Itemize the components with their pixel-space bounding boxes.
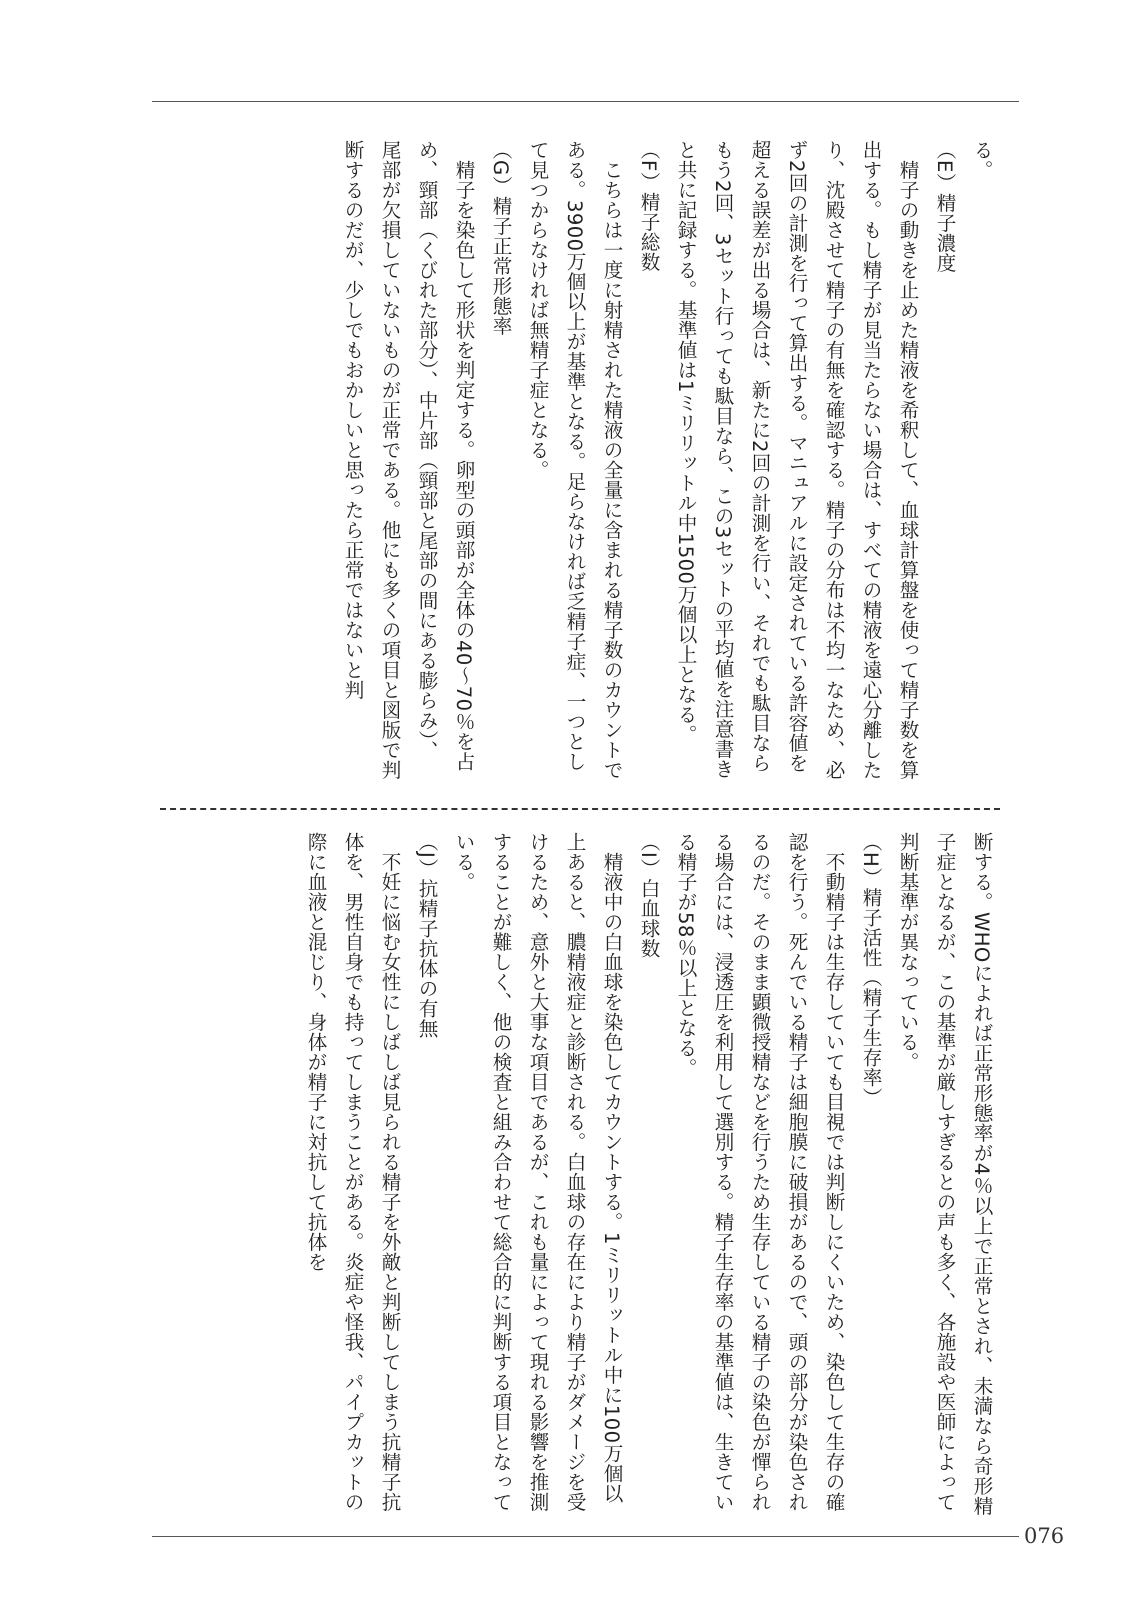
paragraph-h: 不動精子は生存していても目視では判断しにくいため、染色して生存の確認を行う。死んでいる精子は細胞膜に破損があるので、頭の部分が染色されるのだ。そのまま顕微授精などを行うため生存している精子の染色が憚られる場合には、浸透圧を利用して選別する。精子生存率の基準値は、生きている精子が58％以上となる。 bbox=[674, 832, 845, 1512]
section-heading-e: （E）精子濃度 bbox=[933, 140, 956, 273]
tier-divider-dashed bbox=[160, 808, 1000, 810]
section-heading-f: （F）精子総数 bbox=[637, 140, 660, 272]
page-number: 076 bbox=[1024, 1524, 1065, 1548]
paragraph-continuation: る。 bbox=[970, 140, 993, 180]
paragraph-f: こちらは一度に射精された精液の全量に含まれる精子数のカウントである。3900万個以上が基準となる。足らなければ乏精子症、一つとして見つからなければ無精子症となる。 bbox=[526, 140, 623, 780]
section-heading-g: （G）精子正常形態率 bbox=[489, 140, 512, 336]
paragraph-i: 精液中の白血球を染色してカウントする。1ミリリットル中に100万個以上あると、膿精液症と診断される。白血球の存在により精子がダメージを受けるため、意外と大事な項目であるが、これも量によって現れる影響を推測することが難しく、他の検査と組み合わせて総合的に判断する項目となっている。 bbox=[452, 832, 623, 1512]
top-rule bbox=[152, 101, 1019, 102]
paragraph-j: 不妊に悩む女性にしばしば見られる精子を外敵と判断してしまう抗精子抗体を、男性自身でも持ってしまうことがある。炎症や怪我、パイプカットの際に血液と混じり、身体が精子に対抗して抗体を bbox=[304, 832, 401, 1512]
section-heading-i: （I）白血球数 bbox=[637, 832, 660, 959]
section-heading-j: （J）抗精子抗体の有無 bbox=[415, 832, 438, 1039]
paragraph-e: 精子の動きを止めた精液を希釈して、血球計算盤を使って精子数を算出する。もし精子が見当たらない場合は、すべての精液を遠心分離したり、沈殿させて精子の有無を確認する。精子の分布は不均一なため、必ず2回の計測を行って算出する。マニュアルに設定されている許容値を超える誤差が出る場合は、新たに2回の計測を行い、それでも駄目ならもう2回、3セット行っても駄目なら、この3セットの平均値を注意書きと共に記録する。基準値は1ミリリットル中1500万個以上となる。 bbox=[674, 140, 919, 780]
lower-tier-text bbox=[160, 832, 1000, 1517]
upper-tier-text bbox=[160, 140, 1000, 780]
section-heading-h: （H）精子活性（精子生存率） bbox=[859, 832, 882, 1108]
paragraph-g: 精子を染色して形状を判定する。卵型の頭部が全体の40〜70％を占め、頸部（くびれた部分）、中片部（頸部と尾部の間にある膨らみ）、尾部が欠損していないものが正常である。他にも多くの項目と図版で判断するのだが、少しでもおかしいと思ったら正常ではないと判 bbox=[341, 140, 475, 780]
paragraph-continuation: 断する。WHOによれば正常形態率が4％以上で正常とされ、未満なら奇形精子症となるが、この基準が厳しすぎるとの声も多く、各施設や医師によって判断基準が異なっている。 bbox=[896, 832, 993, 1516]
bottom-rule bbox=[152, 1536, 1019, 1537]
